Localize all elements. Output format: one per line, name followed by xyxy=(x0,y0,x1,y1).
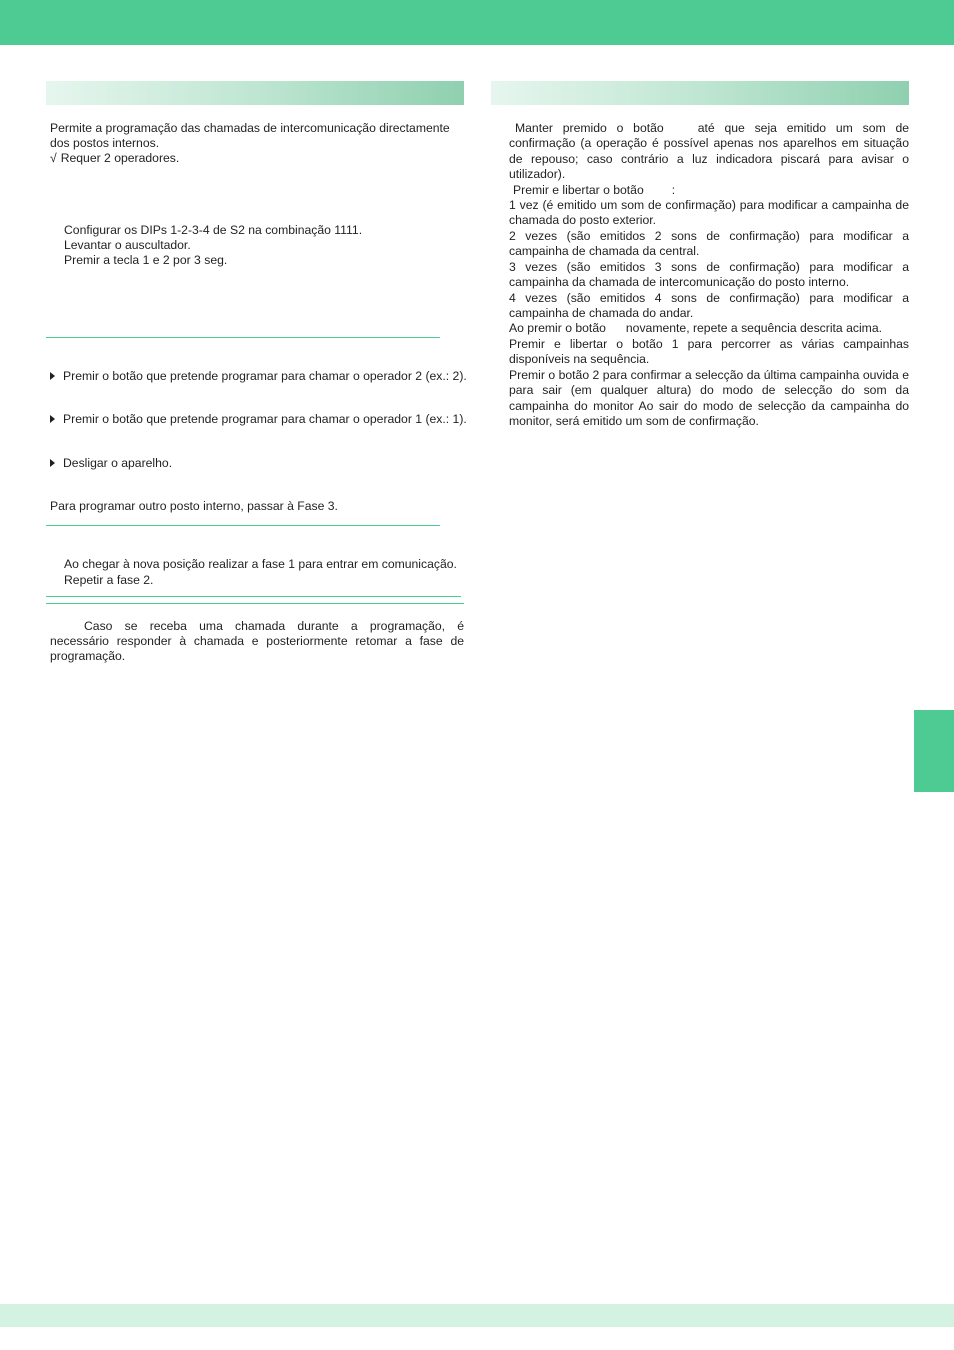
right-paragraph-2 xyxy=(513,183,675,198)
requirement-text: Requer 2 operadores. xyxy=(60,151,180,165)
right-section-header xyxy=(491,81,909,105)
right-paragraph-8: Premir e libertar o botão 1 para percorrer as várias campainhas disponíveis na sequência. xyxy=(509,337,909,367)
intro-line-1: Permite a programação das chamadas de intercomunicação directamente xyxy=(50,121,450,135)
step-2: Levantar o auscultador. xyxy=(64,238,191,252)
divider-2 xyxy=(46,525,440,526)
right-paragraph-9: Premir o botão 2 para confirmar a selecção da última campainha ouvida e para sair (em qualquer altura) do modo de selecção do som da campainha do monitor Ao sair do modo de selecção da campainha do monitor, será emitido um som de confirmação. xyxy=(509,368,909,429)
repeat-text: Repetir a fase 2. xyxy=(64,573,154,587)
arrow-right-icon xyxy=(50,415,55,423)
bullet-3-text: Desligar o aparelho. xyxy=(63,456,173,470)
bullet-2 xyxy=(50,412,467,427)
note-line-1-text: Caso se receba uma chamada durante a programação, é xyxy=(84,619,464,633)
right-p1-start: Manter premido o botão xyxy=(515,121,664,135)
right-paragraph-7 xyxy=(509,321,882,336)
right-p7-start: Ao premir o botão xyxy=(509,321,606,335)
step-3: Premir a tecla 1 e 2 por 3 seg. xyxy=(64,253,228,267)
right-p1-end: até que seja emitido um som de confirmação (a operação é possível apenas nos aparelhos em situação de repouso; caso contrário a luz indicadora piscará para avisar o utilizador). xyxy=(509,121,909,182)
divider-4 xyxy=(46,603,464,604)
divider-1 xyxy=(46,337,440,338)
right-paragraph-5: 3 vezes (são emitidos 3 sons de confirmação) para modificar a campainha da chamada de intercomunicação do posto interno. xyxy=(509,260,909,290)
right-p2-start: Premir e libertar o botão xyxy=(513,183,644,197)
bullet-1-text: Premir o botão que pretende programar para chamar o operador 2 (ex.: 2). xyxy=(63,369,467,383)
bottom-footer-bar xyxy=(0,1304,954,1327)
note-line-1 xyxy=(50,619,464,634)
side-section-tab xyxy=(914,710,954,792)
bullet-2-text: Premir o botão que pretende programar para chamar o operador 1 (ex.: 1). xyxy=(63,412,467,426)
right-p2-end: : xyxy=(671,183,676,197)
left-section-header xyxy=(46,81,464,105)
intro-line-2: dos postos internos. xyxy=(50,136,160,150)
divider-3 xyxy=(46,596,461,597)
right-paragraph-6: 4 vezes (são emitidos 4 sons de confirmação) para modificar a campainha de chamada do andar. xyxy=(509,291,909,321)
check-icon: √ xyxy=(50,151,57,165)
right-p7-end: novamente, repete a sequência descrita acima. xyxy=(625,321,882,335)
new-position-text: Ao chegar à nova posição realizar a fase 1 para entrar em comunicação. xyxy=(64,557,457,571)
bullet-1 xyxy=(50,369,467,384)
arrow-right-icon xyxy=(50,372,55,380)
step-1: Configurar os DIPs 1-2-3-4 de S2 na combinação 1111. xyxy=(64,223,363,237)
right-paragraph-4: 2 vezes (são emitidos 2 sons de confirmação) para modificar a campainha de chamada da central. xyxy=(509,229,909,259)
right-paragraph-1 xyxy=(509,121,909,183)
note-line-3: programação. xyxy=(50,649,126,663)
requirement-line xyxy=(50,151,179,166)
other-post-text: Para programar outro posto interno, passar à Fase 3. xyxy=(50,499,338,513)
top-header-bar xyxy=(0,0,954,45)
bullet-3 xyxy=(50,456,172,471)
arrow-right-icon xyxy=(50,459,55,467)
right-paragraph-3: 1 vez (é emitido um som de confirmação) para modificar a campainha de chamada do posto exterior. xyxy=(509,198,909,228)
note-line-2: necessário responder à chamada e posteriormente retomar a fase de xyxy=(50,634,464,648)
